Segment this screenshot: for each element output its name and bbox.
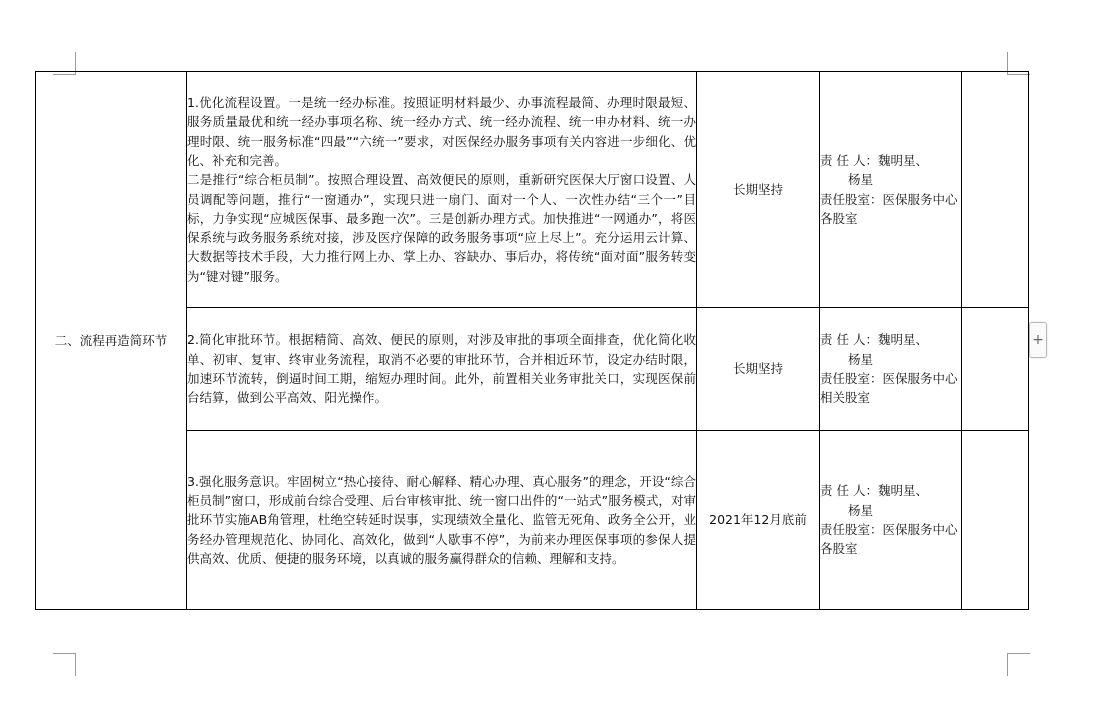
measure-cell — [187, 431, 697, 610]
deadline-cell: 2021年12月底前 — [697, 431, 820, 610]
note-cell[interactable] — [962, 431, 1029, 610]
responsible-cell — [820, 308, 962, 431]
responsible-office: 责任股室：医保服务中心各股室 — [820, 522, 958, 557]
responsible-cell — [820, 72, 962, 308]
responsible-office: 责任股室：医保服务中心相关股室 — [820, 371, 958, 406]
responsible-person: 责 任 人：魏明星、 — [820, 152, 928, 168]
measure-cell — [187, 72, 697, 308]
table-row — [36, 72, 1029, 308]
responsible-person-cont: 杨星 — [848, 502, 874, 518]
deadline-cell: 长期坚持 — [697, 72, 820, 308]
page-corner-mark — [53, 653, 76, 676]
responsible-person-cont: 杨星 — [848, 172, 874, 188]
deadline-cell: 长期坚持 — [697, 308, 820, 431]
responsible-cell — [820, 431, 962, 610]
measure-text: 3.强化服务意识。牢固树立“热心接待、耐心解释、精心办理、真心服务”的理念，开设“综合柜员制”窗口，形成前台综合受理、后台审核审批、统一窗口出件的“一站式”服务模式，对审批环节实施AB角管理，杜绝空转延时误事，实现绩效全量化、监管无死角、政务全公开，业务经办管理规范化、协同化、高效化，做到“人歇事不停”，为前来办理医保事项的参保人提供高效、优质、便捷的服务环境，以真诚的服务赢得群众的信赖、理解和支持。 — [187, 473, 696, 566]
responsible-office: 责任股室：医保服务中心各股室 — [820, 191, 958, 226]
responsible-person: 责 任 人：魏明星、 — [820, 483, 928, 499]
measure-text: 2.简化审批环节。根据精简、高效、便民的原则，对涉及审批的事项全面排查，优化简化收单、初审、复审、终审业务流程，取消不必要的审批环节，合并相近环节，设定办结时限，加速环节流转，倒逼时间工期，缩短办理时间。此外，前置相关业务审批关口，实现医保前台结算，做到公平高效、阳光操作。 — [187, 332, 696, 406]
page-corner-mark — [1007, 653, 1030, 676]
measure-text: 1.优化流程设置。一是统一经办标准。按照证明材料最少、办事流程最简、办理时限最短、服务质量最优和统一经办事项名称、统一经办方式、统一经办流程、统一申办材料、统一办理时限、统一服务标准“四最”“六统一”要求，对医保经办服务事项有关内容进一步细化、优化、补充和完善。 二是推行“综合柜员制”。按照合理设置、高效便民的原则，重新研究医保大厅窗口设置、人员调配等问题，推行“一窗通办”，实现只进一扇门、面对一个人、一次性办结“三个一”目标，力争实现“应城医保事、最多跑一次”。三是创新办理方式。加快推进“一网通办”，将医保系统与政务服务系统对接，涉及医疗保障的政务服务事项“应上尽上”。充分运用云计算、大数据等技术手段，大力推行网上办、掌上办、容缺办、事后办，将传统“面对面”服务转变为“键对键”服务。 — [187, 95, 696, 284]
task-table — [35, 71, 1029, 610]
measure-cell — [187, 308, 697, 431]
plus-icon: + — [1032, 332, 1044, 348]
responsible-person: 责 任 人：魏明星、 — [820, 332, 928, 348]
add-row-button[interactable] — [1029, 322, 1047, 358]
note-cell[interactable] — [962, 72, 1029, 308]
note-cell[interactable] — [962, 308, 1029, 431]
responsible-person-cont: 杨星 — [848, 351, 874, 367]
category-cell: 二、流程再造简环节 — [36, 72, 187, 610]
